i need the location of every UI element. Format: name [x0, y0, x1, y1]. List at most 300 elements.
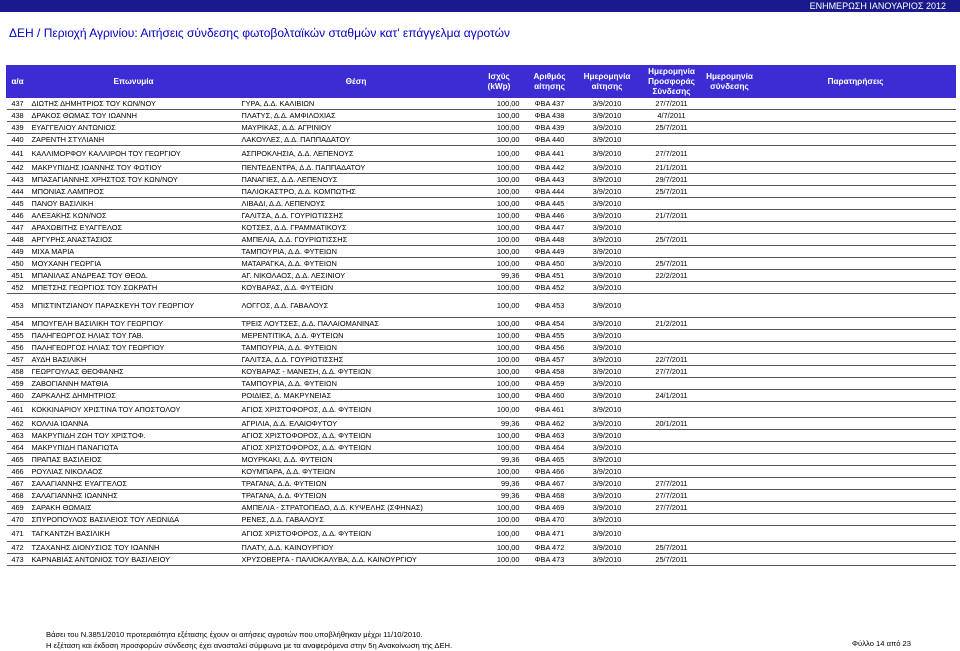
cell-date: 3/9/2010 [575, 502, 640, 514]
cell-conn [704, 234, 756, 246]
table-row [7, 210, 956, 222]
cell-place: ΠΕΝΤΕΔΕΝΤΡΑ, Δ.Δ. ΠΑΠΠΑΔΑΤΟΥ [239, 162, 474, 174]
cell-aa: 437 [7, 98, 29, 110]
cell-power: 100,00 [474, 354, 525, 366]
cell-aa: 470 [7, 514, 29, 526]
cell-power: 99,36 [474, 454, 525, 466]
cell-name: ΠΡΑΠΑΣ ΒΑΣΙΛΕΙΟΣ [29, 454, 239, 466]
cell-power: 100,00 [474, 186, 525, 198]
cell-num: ΦΒΑ 439 [525, 122, 575, 134]
cell-power: 99,36 [474, 418, 525, 430]
cell-power: 100,00 [474, 198, 525, 210]
cell-offer: 27/7/2011 [640, 146, 704, 162]
table-row [7, 554, 956, 566]
footer-note-1: Βάσει του Ν.3851/2010 προτεραιότητα εξέτασης έχουν οι αιτήσεις αγροτών που υποβλήθηκαν μέχρι 11/10/2010. [46, 630, 423, 639]
cell-name: ΜΑΚΡΥΠΙΔΗΣ ΙΩΑΝΝΗΣ ΤΟΥ ΦΩΤΙΟΥ [29, 162, 239, 174]
cell-offer [640, 342, 704, 354]
cell-aa: 442 [7, 162, 29, 174]
cell-num: ΦΒΑ 459 [525, 378, 575, 390]
cell-place: ΑΓ. ΝΙΚΟΛΑΟΣ, Δ.Δ. ΛΕΣΙΝΙΟΥ [239, 270, 474, 282]
cell-offer: 25/7/2011 [640, 542, 704, 554]
cell-conn [704, 246, 756, 258]
cell-name: ΑΥΔΗ ΒΑΣΙΛΙΚΗ [29, 354, 239, 366]
cell-aa: 447 [7, 222, 29, 234]
cell-aa: 444 [7, 186, 29, 198]
cell-name: ΜΠΕΤΣΗΣ ΓΕΩΡΓΙΟΣ ΤΟΥ ΣΩΚΡΑΤΗ [29, 282, 239, 294]
cell-name: ΠΑΛΗΓΕΩΡΓΟΣ ΗΛΙΑΣ ΤΟΥ ΓΕΩΡΓΙΟΥ [29, 342, 239, 354]
table-row [7, 402, 956, 418]
cell-notes [756, 258, 956, 270]
cell-aa: 466 [7, 466, 29, 478]
cell-offer: 22/7/2011 [640, 354, 704, 366]
cell-name: ΕΥΑΓΓΕΛΙΟΥ ΑΝΤΩΝΙΟΣ [29, 122, 239, 134]
cell-offer: 25/7/2011 [640, 186, 704, 198]
cell-conn [704, 418, 756, 430]
cell-offer: 27/7/2011 [640, 366, 704, 378]
cell-power: 100,00 [474, 98, 525, 110]
cell-num: ΦΒΑ 449 [525, 246, 575, 258]
cell-notes [756, 454, 956, 466]
update-label: ΕΝΗΜΕΡΩΣΗ ΙΑΝΟΥΑΡΙΟΣ 2012 [809, 1, 946, 11]
cell-power: 100,00 [474, 330, 525, 342]
cell-num: ΦΒΑ 437 [525, 98, 575, 110]
cell-name: ΡΟΥΛΙΑΣ ΝΙΚΟΛΑΟΣ [29, 466, 239, 478]
cell-notes [756, 270, 956, 282]
cell-offer [640, 198, 704, 210]
cell-offer: 21/7/2011 [640, 210, 704, 222]
cell-num: ΦΒΑ 455 [525, 330, 575, 342]
cell-name: ΣΠΥΡΟΠΟΥΛΟΣ ΒΑΣΙΛΕΙΟΣ ΤΟΥ ΛΕΩΝΙΔΑ [29, 514, 239, 526]
cell-num: ΦΒΑ 471 [525, 526, 575, 542]
cell-name: ΤΑΓΚΑΝΤΖΗ ΒΑΣΙΛΙΚΗ [29, 526, 239, 542]
page-title: ΔΕΗ / Περιοχή Αγρινίου: Αιτήσεις σύνδεσης φωτοβολταϊκών σταθμών κατ' επάγγελμα αγροτών [9, 26, 510, 40]
cell-place: ΧΡΥΣΟΒΕΡΓΑ - ΠΑΛΙΟΚΑΛΥΒΑ, Δ.Δ. ΚΑΙΝΟΥΡΓΙΟΥ [239, 554, 474, 566]
cell-power: 100,00 [474, 366, 525, 378]
cell-power: 100,00 [474, 430, 525, 442]
cell-place: ΤΑΜΠΟΥΡΙΑ, Δ.Δ. ΦΥΤΕΙΩΝ [239, 342, 474, 354]
cell-date: 3/9/2010 [575, 318, 640, 330]
table-row [7, 526, 956, 542]
table-header-row [7, 66, 956, 98]
cell-notes [756, 478, 956, 490]
cell-date: 3/9/2010 [575, 342, 640, 354]
cell-offer [640, 294, 704, 318]
cell-offer: 20/1/2011 [640, 418, 704, 430]
cell-notes [756, 418, 956, 430]
cell-notes [756, 490, 956, 502]
cell-offer: 27/7/2011 [640, 502, 704, 514]
cell-name: ΜΠΟΥΓΕΛΗ ΒΑΣΙΛΙΚΗ ΤΟΥ ΓΕΩΡΓΙΟΥ [29, 318, 239, 330]
top-banner [0, 0, 960, 12]
cell-place: ΑΓΙΟΣ ΧΡΙΣΤΟΦΟΡΟΣ, Δ.Δ. ΦΥΤΕΙΩΝ [239, 442, 474, 454]
cell-offer [640, 402, 704, 418]
cell-offer: 21/2/2011 [640, 318, 704, 330]
cell-notes [756, 186, 956, 198]
cell-aa: 441 [7, 146, 29, 162]
cell-power: 100,00 [474, 502, 525, 514]
cell-offer: 4/7/2011 [640, 110, 704, 122]
cell-power: 100,00 [474, 134, 525, 146]
table-row [7, 198, 956, 210]
cell-date: 3/9/2010 [575, 222, 640, 234]
cell-date: 3/9/2010 [575, 442, 640, 454]
cell-name: ΣΑΡΑΚΗ ΘΩΜΑΙΣ [29, 502, 239, 514]
cell-power: 100,00 [474, 442, 525, 454]
cell-name: ΜΠΟΝΙΑΣ ΛΑΜΠΡΟΣ [29, 186, 239, 198]
cell-conn [704, 318, 756, 330]
cell-aa: 449 [7, 246, 29, 258]
cell-conn [704, 186, 756, 198]
cell-conn [704, 174, 756, 186]
cell-name: ΚΟΛΛΙΑ ΙΩΑΝΝΑ [29, 418, 239, 430]
table-row [7, 222, 956, 234]
cell-aa: 448 [7, 234, 29, 246]
cell-aa: 458 [7, 366, 29, 378]
cell-offer: 27/7/2011 [640, 490, 704, 502]
cell-power: 100,00 [474, 390, 525, 402]
table-row [7, 514, 956, 526]
cell-notes [756, 502, 956, 514]
cell-notes [756, 162, 956, 174]
cell-place: ΑΓΙΟΣ ΧΡΙΣΤΟΦΟΡΟΣ, Δ.Δ. ΦΥΤΕΙΩΝ [239, 526, 474, 542]
cell-notes [756, 366, 956, 378]
cell-num: ΦΒΑ 469 [525, 502, 575, 514]
cell-name: ΜΙΧΑ ΜΑΡΙΑ [29, 246, 239, 258]
cell-name: ΓΕΩΡΓΟΥΛΑΣ ΘΕΟΦΑΝΗΣ [29, 366, 239, 378]
cell-conn [704, 466, 756, 478]
cell-notes [756, 98, 956, 110]
cell-num: ΦΒΑ 464 [525, 442, 575, 454]
cell-date: 3/9/2010 [575, 354, 640, 366]
cell-date: 3/9/2010 [575, 134, 640, 146]
cell-aa: 454 [7, 318, 29, 330]
cell-num: ΦΒΑ 470 [525, 514, 575, 526]
cell-offer: 24/1/2011 [640, 390, 704, 402]
table-row [7, 454, 956, 466]
cell-date: 3/9/2010 [575, 554, 640, 566]
cell-power: 100,00 [474, 122, 525, 134]
cell-aa: 453 [7, 294, 29, 318]
table-row [7, 478, 956, 490]
cell-num: ΦΒΑ 453 [525, 294, 575, 318]
table-row [7, 294, 956, 318]
cell-aa: 438 [7, 110, 29, 122]
cell-offer [640, 526, 704, 542]
cell-name: ΔΙΩΤΗΣ ΔΗΜΗΤΡΙΟΣ ΤΟΥ ΚΩΝ/ΝΟΥ [29, 98, 239, 110]
cell-aa: 439 [7, 122, 29, 134]
cell-num: ΦΒΑ 466 [525, 466, 575, 478]
cell-conn [704, 270, 756, 282]
cell-power: 100,00 [474, 542, 525, 554]
cell-date: 3/9/2010 [575, 198, 640, 210]
table-row [7, 318, 956, 330]
cell-notes [756, 330, 956, 342]
cell-conn [704, 554, 756, 566]
cell-offer: 29/7/2011 [640, 174, 704, 186]
cell-power: 100,00 [474, 526, 525, 542]
cell-notes [756, 318, 956, 330]
cell-place: ΜΕΡΕΝΤΙΤΙΚΑ, Δ.Δ. ΦΥΤΕΙΩΝ [239, 330, 474, 342]
table-row [7, 98, 956, 110]
cell-conn [704, 402, 756, 418]
cell-num: ΦΒΑ 467 [525, 478, 575, 490]
cell-conn [704, 378, 756, 390]
cell-date: 3/9/2010 [575, 122, 640, 134]
cell-num: ΦΒΑ 451 [525, 270, 575, 282]
cell-conn [704, 514, 756, 526]
cell-name: ΑΛΕΞΑΚΗΣ ΚΩΝ/ΝΟΣ [29, 210, 239, 222]
cell-num: ΦΒΑ 440 [525, 134, 575, 146]
cell-name: ΜΑΚΡΥΠΙΔΗ ΖΩΗ ΤΟΥ ΧΡΙΣΤΟΦ. [29, 430, 239, 442]
cell-aa: 461 [7, 402, 29, 418]
cell-offer [640, 134, 704, 146]
cell-num: ΦΒΑ 447 [525, 222, 575, 234]
cell-notes [756, 342, 956, 354]
cell-power: 100,00 [474, 258, 525, 270]
cell-conn [704, 454, 756, 466]
cell-aa: 450 [7, 258, 29, 270]
cell-conn [704, 342, 756, 354]
cell-place: ΤΑΜΠΟΥΡΙΑ, Δ.Δ. ΦΥΤΕΙΩΝ [239, 246, 474, 258]
cell-num: ΦΒΑ 462 [525, 418, 575, 430]
cell-conn [704, 542, 756, 554]
cell-power: 100,00 [474, 282, 525, 294]
cell-notes [756, 390, 956, 402]
cell-date: 3/9/2010 [575, 478, 640, 490]
cell-place: ΑΓΙΟΣ ΧΡΙΣΤΟΦΟΡΟΣ, Δ.Δ. ΦΥΤΕΙΩΝ [239, 430, 474, 442]
cell-num: ΦΒΑ 438 [525, 110, 575, 122]
cell-offer [640, 514, 704, 526]
cell-offer [640, 246, 704, 258]
cell-name: ΣΑΛΑΓΙΑΝΝΗΣ ΙΩΑΝΝΗΣ [29, 490, 239, 502]
cell-place: ΜΟΥΡΚΑΚΙ, Δ.Δ. ΦΥΤΕΙΩΝ [239, 454, 474, 466]
table-row [7, 134, 956, 146]
cell-conn [704, 294, 756, 318]
cell-place: ΡΟΙΔΙΕΣ, Δ. ΜΑΚΡΥΝΕΙΑΣ [239, 390, 474, 402]
cell-offer [640, 330, 704, 342]
cell-conn [704, 390, 756, 402]
cell-conn [704, 502, 756, 514]
table-row [7, 258, 956, 270]
cell-aa: 452 [7, 282, 29, 294]
cell-date: 3/9/2010 [575, 514, 640, 526]
cell-place: ΠΛΑΤΥ, Δ.Δ. ΚΑΙΝΟΥΡΓΙΟΥ [239, 542, 474, 554]
cell-num: ΦΒΑ 452 [525, 282, 575, 294]
cell-notes [756, 526, 956, 542]
cell-conn [704, 258, 756, 270]
cell-place: ΑΣΠΡΟΚΛΗΣΙΑ, Δ.Δ. ΛΕΠΕΝΟΥΣ [239, 146, 474, 162]
cell-notes [756, 354, 956, 366]
cell-place: ΤΡΑΓΑΝΑ, Δ.Δ. ΦΥΤΕΙΩΝ [239, 490, 474, 502]
cell-num: ΦΒΑ 458 [525, 366, 575, 378]
cell-power: 100,00 [474, 378, 525, 390]
cell-date: 3/9/2010 [575, 390, 640, 402]
cell-conn [704, 198, 756, 210]
cell-conn [704, 478, 756, 490]
cell-notes [756, 222, 956, 234]
cell-power: 100,00 [474, 146, 525, 162]
cell-offer [640, 378, 704, 390]
cell-num: ΦΒΑ 460 [525, 390, 575, 402]
cell-conn [704, 330, 756, 342]
cell-power: 100,00 [474, 222, 525, 234]
cell-num: ΦΒΑ 463 [525, 430, 575, 442]
cell-notes [756, 122, 956, 134]
cell-aa: 463 [7, 430, 29, 442]
cell-aa: 465 [7, 454, 29, 466]
cell-notes [756, 174, 956, 186]
cell-name: ΚΑΡΝΑΒΙΑΣ ΑΝΤΩΝΙΟΣ ΤΟΥ ΒΑΣΙΛΕΙΟΥ [29, 554, 239, 566]
cell-notes [756, 514, 956, 526]
cell-place: ΑΜΠΕΛΙΑ, Δ.Δ. ΓΟΥΡΙΩΤΙΣΣΗΣ [239, 234, 474, 246]
cell-notes [756, 294, 956, 318]
cell-place: ΜΑΤΑΡΑΓΚΑ, Δ.Δ. ΦΥΤΕΙΩΝ [239, 258, 474, 270]
cell-num: ΦΒΑ 442 [525, 162, 575, 174]
cell-place: ΚΟΥΒΑΡΑΣ - ΜΑΝΕΣΗ, Δ.Δ. ΦΥΤΕΙΩΝ [239, 366, 474, 378]
cell-date: 3/9/2010 [575, 490, 640, 502]
cell-num: ΦΒΑ 445 [525, 198, 575, 210]
cell-aa: 471 [7, 526, 29, 542]
cell-place: ΓΑΛΙΤΣΑ, Δ.Δ. ΓΟΥΡΙΩΤΙΣΣΗΣ [239, 354, 474, 366]
table-row [7, 442, 956, 454]
cell-notes [756, 282, 956, 294]
cell-conn [704, 222, 756, 234]
table-row [7, 110, 956, 122]
cell-num: ΦΒΑ 444 [525, 186, 575, 198]
cell-notes [756, 198, 956, 210]
cell-conn [704, 162, 756, 174]
cell-place: ΡΕΝΕΣ, Δ.Δ. ΓΑΒΑΛΟΥΣ [239, 514, 474, 526]
cell-num: ΦΒΑ 468 [525, 490, 575, 502]
table-row [7, 174, 956, 186]
cell-offer [640, 454, 704, 466]
cell-aa: 472 [7, 542, 29, 554]
cell-name: ΚΟΚΚΙΝΑΡΙΟΥ ΧΡΙΣΤΙΝΑ ΤΟΥ ΑΠΟΣΤΟΛΟΥ [29, 402, 239, 418]
footer-note-2: Η εξέταση και έκδοση προσφορών σύνδεσης έχει ανασταλεί σύμφωνα με τα αναφερόμενα στην 5η Ανακοίνωση της ΔΕΗ. [46, 641, 453, 650]
cell-date: 3/9/2010 [575, 98, 640, 110]
cell-date: 3/9/2010 [575, 378, 640, 390]
cell-aa: 443 [7, 174, 29, 186]
cell-notes [756, 146, 956, 162]
cell-name: ΜΟΥΧΑΝΗ ΓΕΩΡΓΙΑ [29, 258, 239, 270]
cell-name: ΜΑΚΡΥΠΙΔΗ ΠΑΝΑΓΙΩΤΑ [29, 442, 239, 454]
page-number: Φύλλο 14 από 23 [852, 639, 911, 648]
cell-notes [756, 246, 956, 258]
table-row [7, 490, 956, 502]
table-row [7, 542, 956, 554]
cell-aa: 445 [7, 198, 29, 210]
cell-offer: 22/2/2011 [640, 270, 704, 282]
cell-name: ΔΡΑΚΟΣ ΘΩΜΑΣ ΤΟΥ ΙΩΑΝΝΗ [29, 110, 239, 122]
cell-place: ΤΑΜΠΟΥΡΙΑ, Δ.Δ. ΦΥΤΕΙΩΝ [239, 378, 474, 390]
cell-aa: 467 [7, 478, 29, 490]
column-header: Ισχύς (kWp) [474, 66, 525, 98]
cell-date: 3/9/2010 [575, 366, 640, 378]
cell-offer: 27/7/2011 [640, 98, 704, 110]
cell-aa: 455 [7, 330, 29, 342]
cell-place: ΛΑΚΟΥΛΕΣ, Δ.Δ. ΠΑΠΠΑΔΑΤΟΥ [239, 134, 474, 146]
column-header: Ημερομηνία Προσφοράς Σύνδεσης [640, 66, 704, 98]
column-header: Ημερομηνία αίτησης [575, 66, 640, 98]
table-row [7, 146, 956, 162]
cell-num: ΦΒΑ 441 [525, 146, 575, 162]
cell-notes [756, 110, 956, 122]
cell-offer [640, 466, 704, 478]
cell-aa: 446 [7, 210, 29, 222]
cell-name: ΤΖΑΧΑΝΗΣ ΔΙΟΝΥΣΙΟΣ ΤΟΥ ΙΩΑΝΝΗ [29, 542, 239, 554]
cell-place: ΛΙΒΑΔΙ, Δ.Δ. ΛΕΠΕΝΟΥΣ [239, 198, 474, 210]
table-row [7, 390, 956, 402]
column-header: Επωνυμία [29, 66, 239, 98]
cell-notes [756, 442, 956, 454]
cell-place: ΑΓΙΟΣ ΧΡΙΣΤΟΦΟΡΟΣ, Δ.Δ. ΦΥΤΕΙΩΝ [239, 402, 474, 418]
cell-aa: 473 [7, 554, 29, 566]
table-row [7, 330, 956, 342]
cell-notes [756, 402, 956, 418]
cell-aa: 468 [7, 490, 29, 502]
cell-notes [756, 542, 956, 554]
cell-place: ΚΟΥΒΑΡΑΣ, Δ.Δ. ΦΥΤΕΙΩΝ [239, 282, 474, 294]
cell-date: 3/9/2010 [575, 526, 640, 542]
cell-date: 3/9/2010 [575, 186, 640, 198]
cell-offer [640, 430, 704, 442]
cell-conn [704, 366, 756, 378]
cell-conn [704, 282, 756, 294]
cell-power: 100,00 [474, 162, 525, 174]
table-row [7, 430, 956, 442]
cell-date: 3/9/2010 [575, 246, 640, 258]
cell-num: ΦΒΑ 473 [525, 554, 575, 566]
table-row [7, 502, 956, 514]
cell-num: ΦΒΑ 461 [525, 402, 575, 418]
cell-power: 100,00 [474, 554, 525, 566]
cell-notes [756, 378, 956, 390]
cell-notes [756, 430, 956, 442]
cell-conn [704, 526, 756, 542]
cell-num: ΦΒΑ 446 [525, 210, 575, 222]
cell-name: ΑΡΓΥΡΗΣ ΑΝΑΣΤΑΣΙΟΣ [29, 234, 239, 246]
cell-name: ΜΠΑΝΙΛΑΣ ΑΝΔΡΕΑΣ ΤΟΥ ΘΕΟΔ. [29, 270, 239, 282]
cell-power: 100,00 [474, 514, 525, 526]
cell-name: ΑΡΑΧΩΒΙΤΗΣ ΕΥΑΓΓΕΛΟΣ [29, 222, 239, 234]
table-row [7, 234, 956, 246]
cell-conn [704, 354, 756, 366]
cell-offer [640, 222, 704, 234]
cell-date: 3/9/2010 [575, 146, 640, 162]
cell-place: ΠΛΑΤΥΣ, Δ.Δ. ΑΜΦΙΛΟΧΙΑΣ [239, 110, 474, 122]
cell-date: 3/9/2010 [575, 282, 640, 294]
cell-conn [704, 134, 756, 146]
cell-name: ΠΑΛΗΓΕΩΡΓΟΣ ΗΛΙΑΣ ΤΟΥ ΓΑΒ. [29, 330, 239, 342]
table-row [7, 122, 956, 134]
cell-name: ΠΑΝΟΥ ΒΑΣΙΛΙΚΗ [29, 198, 239, 210]
cell-date: 3/9/2010 [575, 258, 640, 270]
cell-conn [704, 490, 756, 502]
cell-offer: 25/7/2011 [640, 234, 704, 246]
table-row [7, 366, 956, 378]
cell-notes [756, 234, 956, 246]
cell-num: ΦΒΑ 465 [525, 454, 575, 466]
cell-notes [756, 554, 956, 566]
column-header: Παρατηρήσεις [756, 66, 956, 98]
cell-offer [640, 282, 704, 294]
cell-date: 3/9/2010 [575, 330, 640, 342]
cell-power: 100,00 [474, 246, 525, 258]
cell-notes [756, 134, 956, 146]
cell-date: 3/9/2010 [575, 270, 640, 282]
column-header: α/α [7, 66, 29, 98]
table-row [7, 378, 956, 390]
